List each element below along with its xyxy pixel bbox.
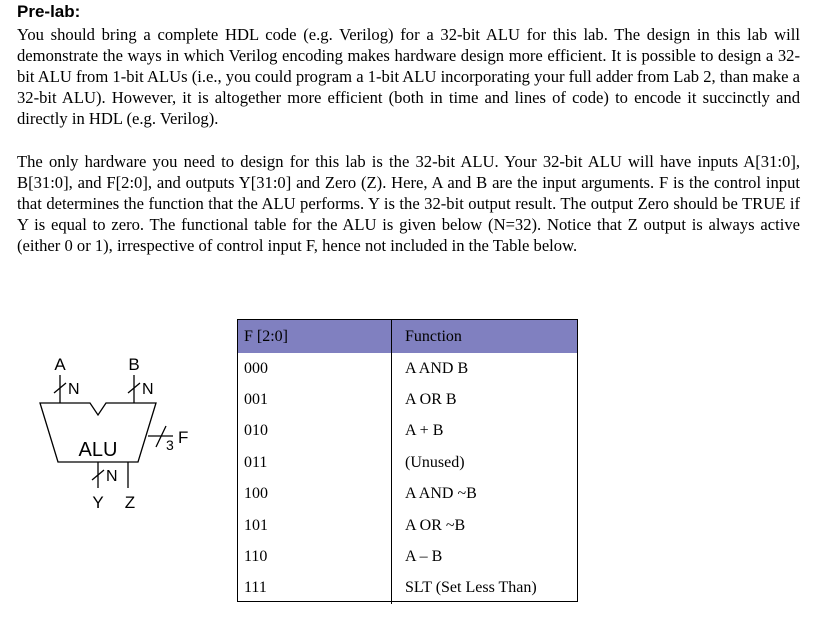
header-function: Function: [392, 320, 578, 353]
section-heading: Pre-lab:: [17, 2, 81, 21]
input-a-label: A: [54, 355, 66, 374]
control-code: 110: [238, 541, 392, 572]
alu-diagram: [38, 348, 198, 518]
output-y-width: N: [106, 468, 118, 485]
output-y-label: Y: [92, 493, 104, 512]
table-row: [238, 573, 577, 604]
input-a-width: N: [68, 381, 80, 398]
intro-paragraph: You should bring a complete HDL code (e.g. Verilog) for a 32-bit ALU for this lab. The design in this lab will demonstrate the ways in which Verilog encoding makes hardware design more efficient. It is possible to design a 32-bit ALU from 1-bit ALUs (i.e., you could program a 1-bit ALU incorporating your full adder from Lab 2, than make a 32-bit ALU). However, it is altogether more efficient (both in time and lines of code) to encode it succinctly and directly in HDL (e.g. Verilog).: [17, 25, 800, 128]
control-code: 101: [238, 510, 392, 541]
table-row: [238, 353, 577, 384]
table-row: [238, 510, 577, 541]
control-code: 010: [238, 416, 392, 447]
spec-paragraph: The only hardware you need to design for this lab is the 32-bit ALU. Your 32-bit ALU will have inputs A[31:0], B[31:0], and F[2:0], and outputs Y[31:0] and Zero (Z). Here, A and B are the input arguments. F is the control input that determines the function that the ALU performs. Y is the 32-bit output result. The output Zero should be TRUE if Y is equal to zero. The functional table for the ALU is given below (N=32). Notice that Z output is always active (either 0 or 1), irrespective of control input F, hence not included in the Table below.: [17, 152, 800, 255]
output-z-label: Z: [124, 493, 136, 512]
control-width: 3: [166, 437, 174, 453]
control-code: 111: [238, 573, 392, 604]
function-name: A AND ~B: [405, 485, 477, 503]
table-row: [238, 447, 577, 478]
control-code: 000: [238, 353, 392, 384]
function-table-frame: [237, 319, 578, 602]
table-row: [238, 416, 577, 447]
input-b-width: N: [142, 381, 154, 398]
function-name: A + B: [405, 422, 444, 440]
table-row: [238, 479, 577, 510]
function-name: (Unused): [405, 453, 465, 471]
table-header-row: [238, 320, 577, 353]
control-code: 001: [238, 384, 392, 415]
function-name: SLT (Set Less Than): [405, 579, 537, 597]
control-label: F: [178, 428, 189, 447]
table-row: [238, 541, 577, 572]
table-row: [238, 384, 577, 415]
function-name: A AND B: [405, 359, 469, 377]
function-name: A OR B: [405, 391, 457, 409]
alu-function-table: [238, 320, 577, 604]
header-control: F [2:0]: [238, 320, 392, 353]
function-name: A – B: [405, 548, 443, 566]
control-code: 011: [238, 447, 392, 478]
function-name: A OR ~B: [405, 516, 466, 534]
alu-label: ALU: [78, 439, 118, 461]
control-code: 100: [238, 479, 392, 510]
input-b-label: B: [128, 355, 140, 374]
